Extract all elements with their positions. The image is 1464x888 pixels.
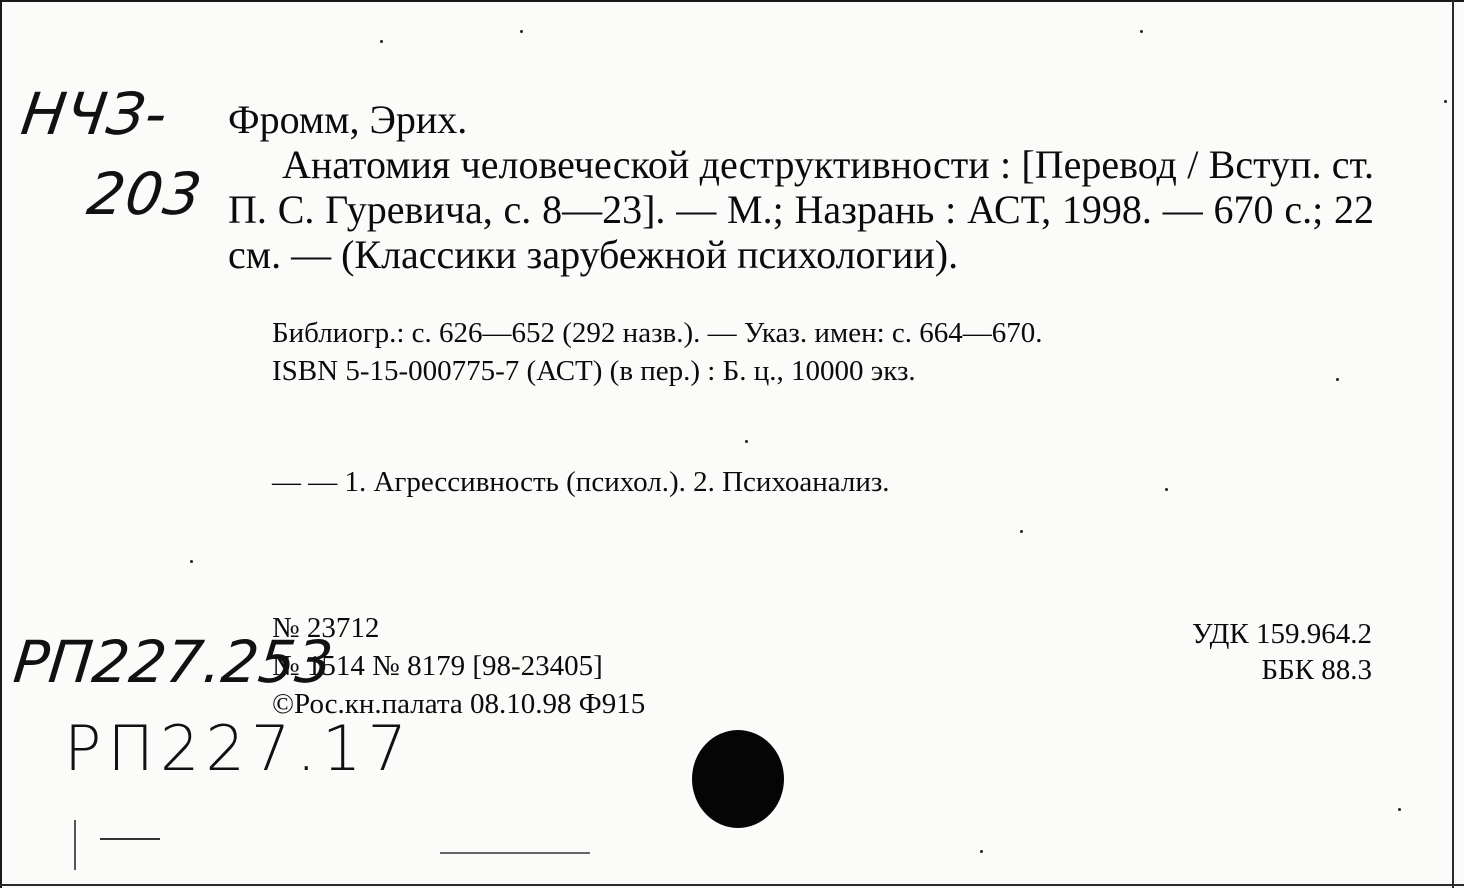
scan-speck [980,850,983,853]
scan-speck [1140,30,1143,33]
handwritten-inventory-line1: РП227.253 [10,628,337,696]
faint-pencil-mark [100,838,160,840]
author-heading: Фромм, Эрих. [228,97,468,142]
punch-hole [692,730,784,828]
scan-speck [1020,530,1023,533]
subject-headings: — — 1. Агрессивность (психол.). 2. Психоанализ. [272,466,890,498]
faint-pencil-mark [440,852,590,854]
card-number: № 23712 [272,612,380,644]
bbk-code: ББК 88.3 [1261,654,1372,686]
title-statement: Анатомия человеческой деструктивности : [Перевод / Вступ. ст. П. С. Гуревича, с. 8—23]. — М.; Назрань : АСТ, 1998. — 670 с.; 22 см. — (Классики зарубежной психологии). [228,142,1374,277]
scan-speck [1336,378,1339,381]
scan-speck [745,440,748,443]
scan-speck [1398,808,1401,811]
handwritten-inventory-line2: РП227.17 [64,712,413,785]
copyright-line: ©Рос.кн.палата 08.10.98 Ф915 [272,688,646,720]
card-numbers: № 1514 № 8179 [98-23405] [272,650,603,682]
scan-speck [520,30,523,33]
handwritten-shelfmark-line2: 203 [83,160,207,228]
handwritten-shelfmark-line1: НЧЗ- [17,80,173,148]
card-border-right [1452,0,1454,888]
card-border-bottom [0,884,1464,886]
card-border-top [0,0,1464,2]
bibliography-note: Библиогр.: с. 626—652 (292 назв.). — Указ. имен: с. 664—670. [272,317,1043,349]
scan-speck [190,560,193,563]
scan-speck [1444,100,1447,103]
card-border-left [0,0,2,888]
scan-speck [1165,488,1168,491]
faint-pencil-mark [74,820,76,870]
isbn-note: ISBN 5-15-000775-7 (АСТ) (в пер.) : Б. ц., 10000 экз. [272,355,916,387]
scan-speck [380,40,383,43]
udc-code: УДК 159.964.2 [1192,618,1372,650]
